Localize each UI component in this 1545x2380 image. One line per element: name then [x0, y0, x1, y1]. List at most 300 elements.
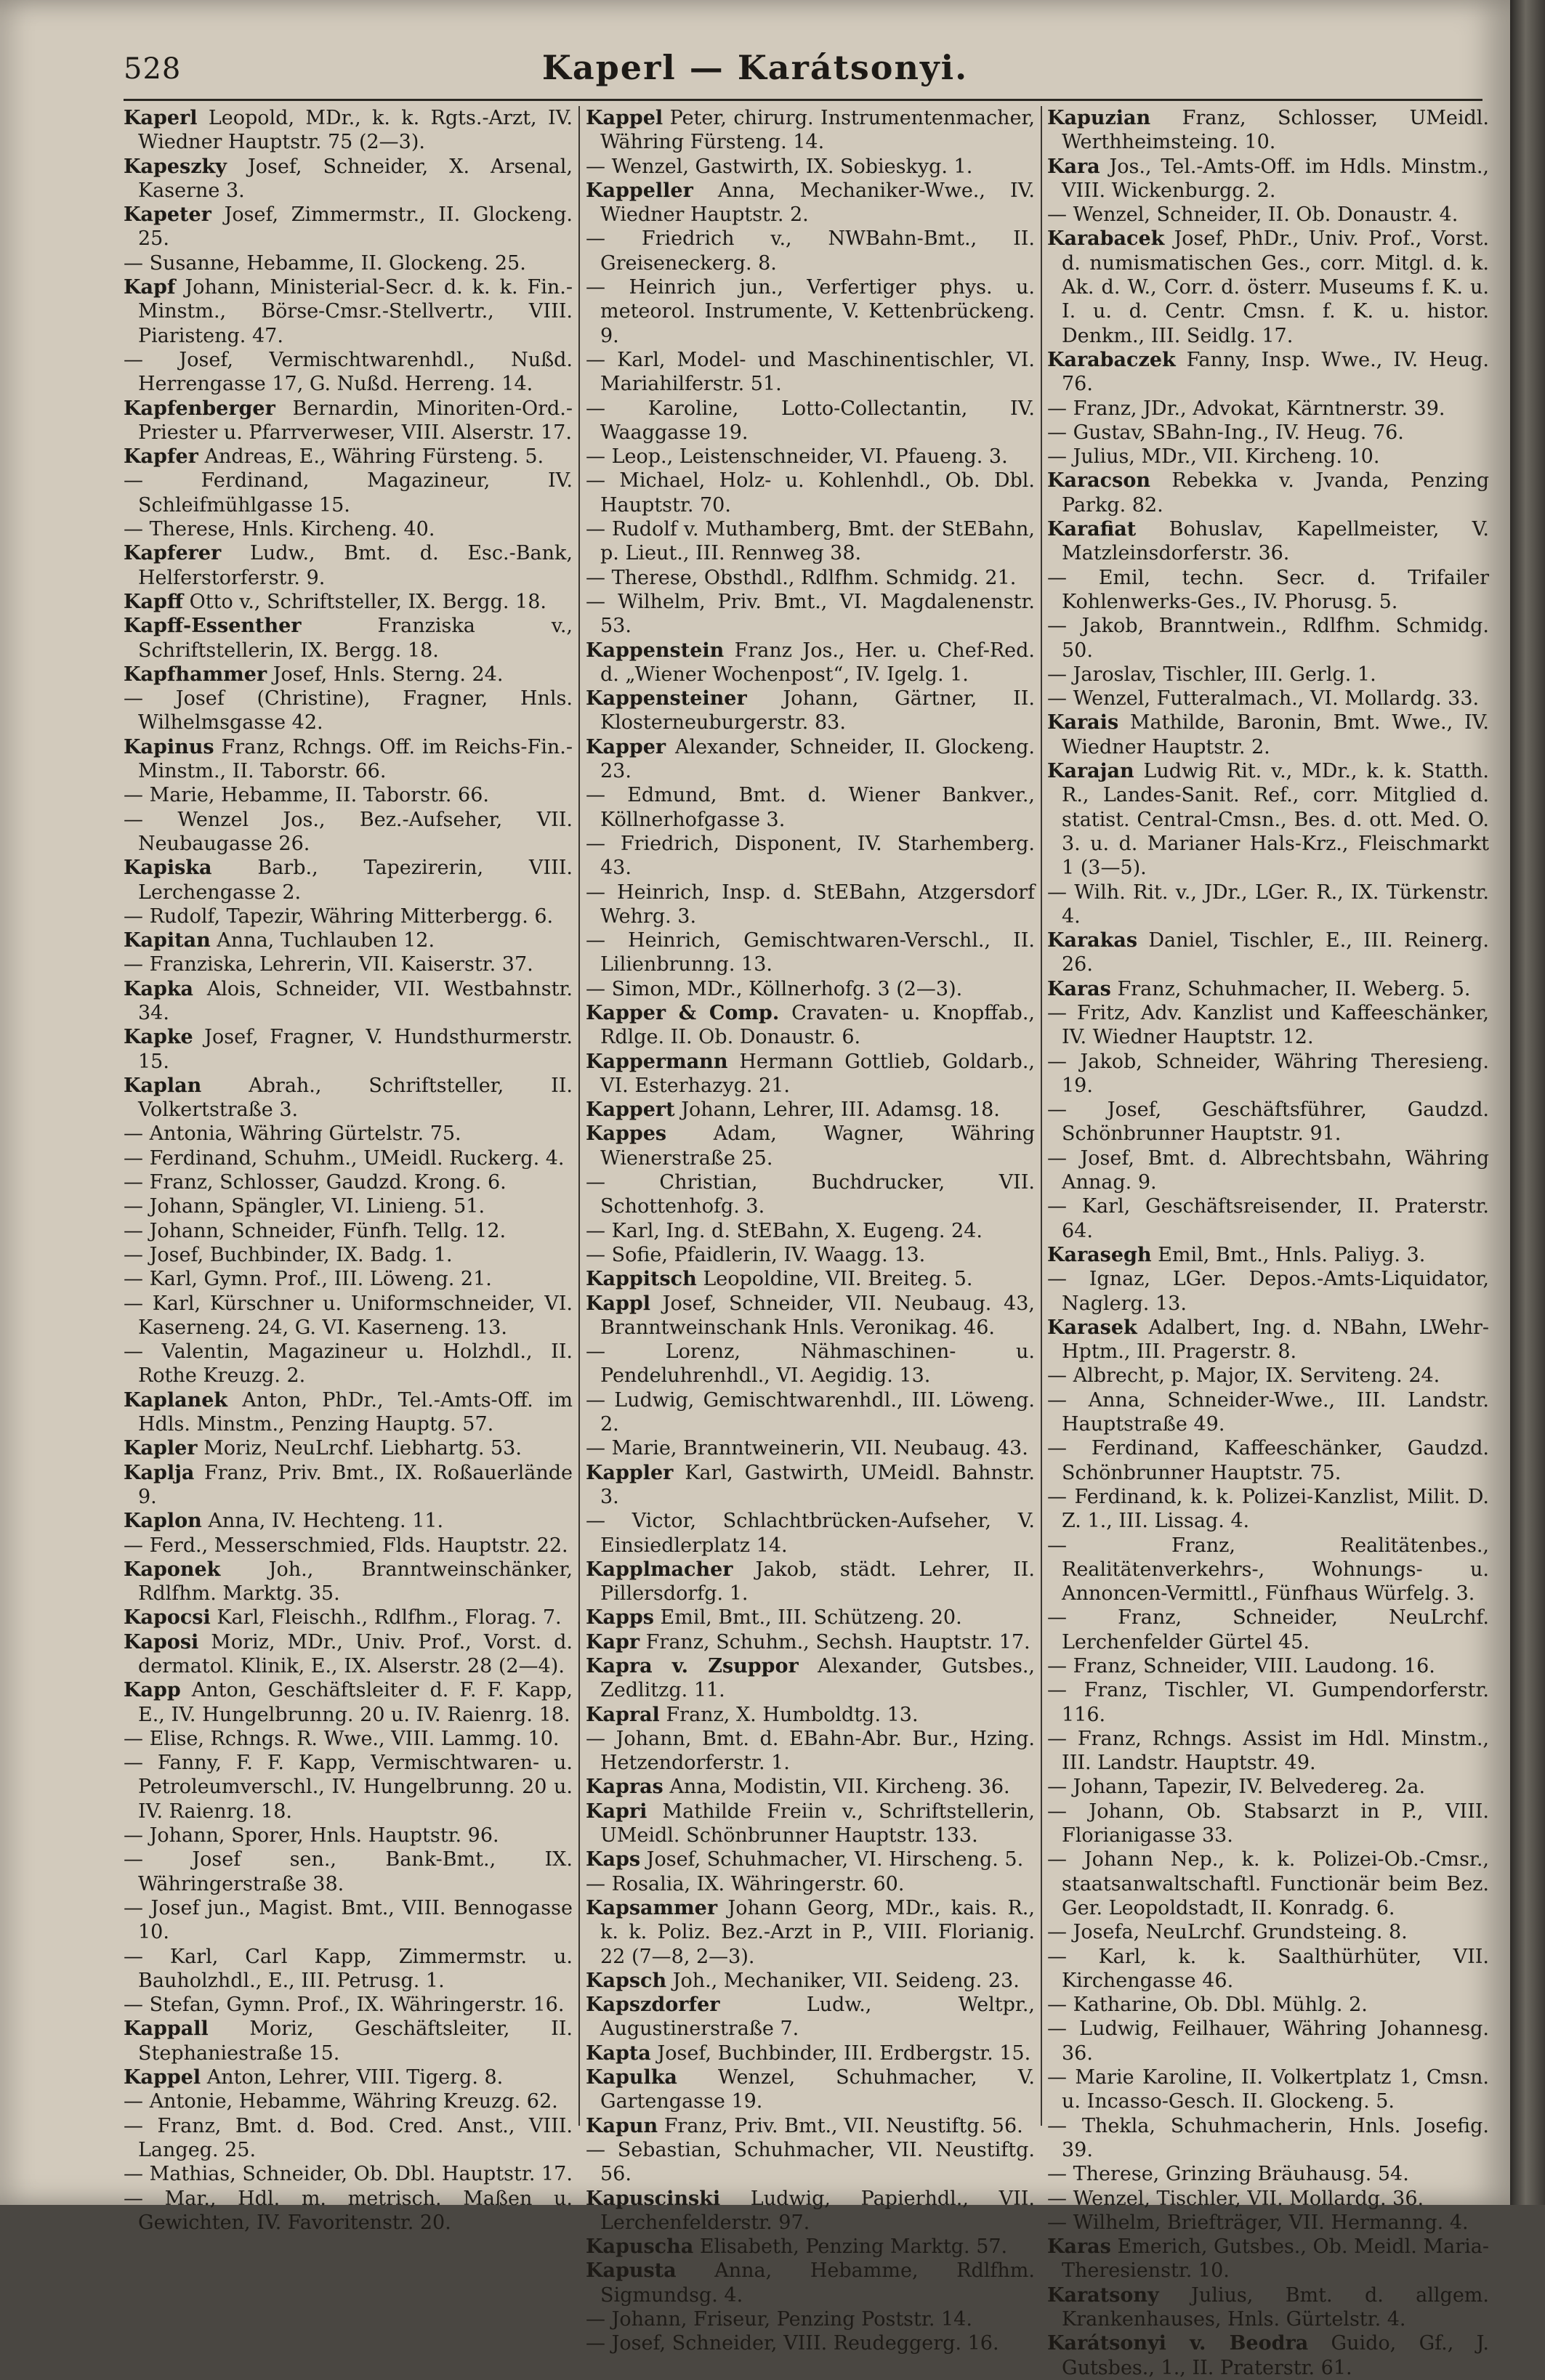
entry-details: — Wilhelm, Briefträger, VII. Hermanng. 4. [1047, 2211, 1469, 2234]
entry-details: Otto v., Schriftsteller, IX. Bergg. 18. [189, 590, 546, 613]
entry-surname: Kara [1047, 155, 1100, 178]
entry-details: Anna, IV. Hechteng. 11. [208, 1510, 444, 1533]
entry-details: — Josefa, NeuLrchf. Grundsteing. 8. [1047, 1921, 1408, 1944]
entry-details: — Emil, techn. Secr. d. Trifailer Kohlenwerks-Ges., IV. Phorusg. 5. [1047, 566, 1489, 613]
directory-entry [1047, 2162, 1489, 2186]
entry-surname: Karais [1047, 711, 1119, 734]
entry-details: Franz, Priv. Bmt., VII. Neustiftg. 56. [663, 2114, 1023, 2137]
entry-details: Johann, Ministerial-Secr. d. k. k. Fin.-Minstm., Börse-Cmsr.-Stellvertr., VIII. Piaristeng. 47. [138, 276, 573, 347]
directory-entry [1047, 227, 1489, 347]
entry-surname: Kappeller [586, 179, 693, 202]
directory-entry [586, 106, 1035, 155]
entry-details: Alois, Schneider, VII. Westbahnstr. 34. [138, 977, 573, 1024]
directory-entry [124, 1993, 573, 2017]
entry-surname: Kaplon [124, 1510, 202, 1533]
entry-surname: Karajan [1047, 760, 1134, 783]
entry-details: — Franz, Schlosser, Gaudzd. Krong. 6. [124, 1171, 507, 1194]
entry-details: — Karl, Carl Kapp, Zimmermstr. u. Bauholzhdl., E., III. Petrusg. 1. [124, 1945, 573, 1992]
entry-details: — Ludwig, Gemischtwarenhdl., III. Löweng. 2. [586, 1388, 1035, 1436]
directory-entry [1047, 2017, 1489, 2065]
directory-entry [1047, 1606, 1489, 1654]
directory-entry [1047, 1775, 1489, 1799]
entry-surname: Kapp [124, 1679, 181, 1702]
directory-entry [124, 928, 573, 952]
entry-details: — Franz, Realitätenbes., Realitätenverkehrs-, Wohnungs- u. Annoncen-Vermittl., Fünfhaus Würfelg. 3. [1047, 1534, 1489, 1606]
entry-surname: Kappenstein [586, 639, 725, 662]
directory-entry [1047, 2211, 1489, 2235]
entry-surname: Karátsonyi v. Beodra [1047, 2332, 1309, 2355]
entry-details: Peter, chirurg. Instrumentenmacher, Währing Fürsteng. 14. [600, 107, 1035, 154]
directory-entry [124, 1340, 573, 1388]
entry-surname: Kapocsi [124, 1606, 211, 1630]
entry-details: — Josef (Christine), Fragner, Hnls. Wilhelmsgasse 42. [124, 687, 573, 734]
entry-details: — Franz, Rchngs. Assist im Hdl. Minstm., III. Landstr. Hauptstr. 49. [1047, 1727, 1489, 1775]
directory-entry [1047, 977, 1489, 1001]
entry-surname: Karasegh [1047, 1243, 1152, 1266]
directory-entry [586, 1122, 1035, 1170]
directory-entry [586, 2187, 1035, 2235]
entry-details: Johann, Lehrer, III. Adamsg. 18. [681, 1098, 1000, 1122]
directory-entry [586, 2331, 1035, 2355]
entry-surname: Kaperl [124, 107, 198, 129]
entry-details: — Rudolf v. Muthamberg, Bmt. der StEBahn, p. Lieut., III. Rennweg 38. [586, 518, 1035, 565]
directory-entry [124, 856, 573, 904]
directory-entry [124, 1436, 573, 1460]
entry-surname: Karabaczek [1047, 348, 1176, 371]
entry-details: Emerich, Gutsbes., Ob. Meidl. Maria-Theresienstr. 10. [1062, 2235, 1489, 2283]
directory-entry [124, 275, 573, 348]
directory-entry [586, 1340, 1035, 1388]
entry-details: Leopold, MDr., k. k. Rgts.-Arzt, IV. Wiedner Hauptstr. 75 (2—3). [138, 107, 573, 154]
entry-details: — Ferdinand, Magazineur, IV. Schleifmühlgasse 15. [124, 469, 573, 517]
directory-entry [586, 2307, 1035, 2331]
entry-details: Ludw., Bmt. d. Esc.-Bank, Helferstorferstr. 9. [138, 542, 573, 589]
directory-entry [586, 1993, 1035, 2041]
directory-entry [124, 2065, 573, 2089]
directory-entry [586, 275, 1035, 348]
book-edge [1510, 0, 1545, 2205]
directory-entry [124, 1896, 573, 1945]
directory-entry [124, 106, 573, 155]
directory-entry [586, 1267, 1035, 1291]
directory-entry [124, 517, 573, 541]
entry-surname: Kapinus [124, 735, 214, 758]
entry-surname: Kapeter [124, 203, 211, 227]
entry-details: — Simon, MDr., Köllnerhofg. 3 (2—3). [586, 977, 963, 1000]
directory-entry [1047, 1920, 1489, 1944]
entry-details: — Johann, Ob. Stabsarzt in P., VIII. Florianigasse 33. [1047, 1800, 1489, 1847]
directory-entry [1047, 1485, 1489, 1534]
entry-details: Franz, Schuhmacher, II. Weberg. 5. [1117, 977, 1471, 1000]
entry-surname: Kapfenberger [124, 397, 275, 420]
directory-entry [124, 1824, 573, 1847]
directory-entry [586, 1969, 1035, 1993]
directory-entry [1047, 155, 1489, 203]
directory-entry [586, 566, 1035, 590]
entry-details: — Josef jun., Magist. Bmt., VIII. Bennogasse 10. [124, 1896, 573, 1944]
entry-details: Josef, Schneider, VII. Neubaug. 43, Branntweinschank Hnls. Veronikag. 46. [600, 1292, 1035, 1339]
entry-details: Elisabeth, Penzing Marktg. 57. [699, 2235, 1008, 2259]
directory-entry [124, 1194, 573, 1218]
directory-entry [1047, 445, 1489, 469]
entry-details: Franz, Priv. Bmt., IX. Roßauerlände 9. [138, 1461, 573, 1508]
entry-details: — Edmund, Bmt. d. Wiener Bankver., Köllnerhofgasse 3. [586, 784, 1035, 831]
entry-details: — Therese, Obsthdl., Rdlfhm. Schmidg. 21. [586, 566, 1017, 589]
column-2 [586, 106, 1035, 2355]
directory-entry [1047, 1194, 1489, 1243]
directory-entry [124, 663, 573, 687]
directory-entry [1047, 1267, 1489, 1316]
entry-surname: Karacson [1047, 469, 1150, 493]
directory-entry [1047, 1001, 1489, 1050]
directory-entry [1047, 1098, 1489, 1146]
directory-entry [124, 1170, 573, 1194]
directory-entry [1047, 711, 1489, 759]
entry-details: Josef, Zimmermstr., II. Glockeng. 25. [138, 203, 573, 251]
entry-details: — Friedrich, Disponent, IV. Starhemberg. 43. [586, 832, 1035, 880]
entry-details: Wenzel, Schuhmacher, V. Gartengasse 19. [600, 2066, 1035, 2113]
entry-details: — Johann, Bmt. d. EBahn-Abr. Bur., Hzing. Hetzendorferstr. 1. [586, 1727, 1035, 1775]
entry-surname: Kappall [124, 2017, 209, 2041]
entry-details: — Ferd., Messerschmied, Flds. Hauptstr. 22. [124, 1534, 568, 1557]
entry-details: Anton, Geschäftsleiter d. F. F. Kapp, E., IV. Hungelbrunng. 20 u. IV. Raienrg. 18. [138, 1679, 573, 1726]
directory-entry [586, 179, 1035, 227]
entry-details: Rebekka v. Jvanda, Penzing Parkg. 82. [1062, 469, 1489, 517]
directory-entry [1047, 1654, 1489, 1678]
entry-details: Anton, PhDr., Tel.-Amts-Off. im Hdls. Minstm., Penzing Hauptg. 57. [138, 1388, 573, 1436]
directory-entry [586, 1436, 1035, 1460]
entry-details: Joh., Mechaniker, VII. Seideng. 23. [672, 1969, 1020, 1992]
directory-entry [586, 639, 1035, 687]
directory-entry [124, 1945, 573, 1994]
entry-details: — Friedrich v., NWBahn-Bmt., II. Greiseneckerg. 8. [586, 227, 1035, 275]
entry-surname: Kapff [124, 590, 184, 613]
entry-surname: Kapka [124, 977, 194, 1000]
directory-entry [586, 2235, 1035, 2259]
column-1 [124, 106, 573, 2234]
directory-entry [124, 808, 573, 857]
directory-entry [586, 1606, 1035, 1630]
entry-details: Jos., Tel.-Amts-Off. im Hdls. Minstm., VIII. Wickenburgg. 2. [1062, 155, 1489, 202]
entry-details: — Josef, Vermischtwarenhdl., Nußd. Herrengasse 17, G. Nußd. Herreng. 14. [124, 348, 573, 396]
entry-surname: Karatsony [1047, 2283, 1159, 2307]
entry-details: Abrah., Schriftsteller, II. Volkertstraße 3. [138, 1074, 573, 1122]
entry-details: Bernardin, Minoriten-Ord.-Priester u. Pfarrverweser, VIII. Alserstr. 17. [138, 397, 573, 444]
directory-entry [1047, 2187, 1489, 2211]
directory-entry [586, 445, 1035, 469]
entry-surname: Kapra v. Zsuppor [586, 1655, 799, 1677]
directory-entry [124, 397, 573, 445]
directory-entry [124, 1678, 573, 1727]
directory-entry [1047, 1050, 1489, 1098]
entry-surname: Kapras [586, 1776, 663, 1799]
entry-details: Ludwig Rit. v., MDr., k. k. Statth. R., Landes-Sanit. Ref., corr. Mitglied d. statist. Central-Cmsn., Bes. d. ott. Med. O. 3. u. d. Marianer Hals-Krz., Fleischmarkt 1 (3—5). [1062, 760, 1489, 880]
entry-surname: Kapulka [586, 2066, 677, 2089]
entry-details: — Johann, Spängler, VI. Linieng. 51. [124, 1195, 485, 1218]
entry-details: Franz, Schlosser, UMeidl. Werthheimsteing. 10. [1062, 107, 1489, 154]
directory-entry [586, 1219, 1035, 1243]
entry-details: Julius, Bmt. d. allgem. Krankenhauses, Hnls. Gürtelstr. 4. [1062, 2283, 1489, 2331]
entry-details: — Therese, Grinzing Bräuhausg. 54. [1047, 2163, 1409, 2186]
entry-details: — Heinrich jun., Verfertiger phys. u. meteorol. Instrumente, V. Kettenbrückeng. 9. [586, 276, 1035, 347]
entry-surname: Kapusta [586, 2259, 677, 2283]
directory-entry [1047, 1364, 1489, 1388]
directory-entry [124, 1509, 573, 1533]
entry-details: — Therese, Hnls. Kircheng. 40. [124, 518, 435, 541]
entry-details: — Johann, Tapezir, IV. Belvedereg. 2a. [1047, 1776, 1426, 1799]
entry-details: — Josef, Buchbinder, IX. Badg. 1. [124, 1243, 453, 1266]
directory-entry [1047, 1436, 1489, 1485]
entry-surname: Kapps [586, 1606, 654, 1630]
entry-details: Fanny, Insp. Wwe., IV. Heug. 76. [1062, 348, 1489, 396]
directory-entry [586, 590, 1035, 639]
entry-details: — Ferdinand, Kaffeeschänker, Gaudzd. Schönbrunner Hauptstr. 75. [1047, 1437, 1489, 1484]
entry-details: Mathilde, Baronin, Bmt. Wwe., IV. Wiedner Hauptstr. 2. [1062, 711, 1489, 758]
directory-entry [1047, 1534, 1489, 1606]
entry-surname: Kappes [586, 1122, 667, 1146]
entry-details: — Ludwig, Feilhauer, Währing Johannesg. 36. [1047, 2017, 1489, 2065]
header-rule [124, 99, 1483, 101]
entry-details: — Karl, k. k. Saalthürhüter, VII. Kirchengasse 46. [1047, 1945, 1489, 1992]
directory-entry [1047, 1146, 1489, 1195]
directory-entry [124, 541, 573, 590]
entry-details: — Josef, Schneider, VIII. Reudeggerg. 16. [586, 2332, 999, 2355]
entry-details: Franziska v., Schriftstellerin, IX. Bergg. 18. [138, 615, 573, 662]
entry-surname: Kaplanek [124, 1388, 228, 1412]
directory-entry [586, 832, 1035, 881]
directory-entry [1047, 1388, 1489, 1437]
directory-entry [124, 1074, 573, 1122]
entry-details: Josef, Hnls. Sterng. 24. [273, 663, 504, 686]
entry-surname: Kappert [586, 1098, 675, 1122]
directory-entry [124, 1630, 573, 1679]
entry-details: — Ferdinand, Schuhm., UMeidl. Ruckerg. 4. [124, 1146, 565, 1170]
entry-surname: Kapuscha [586, 2235, 694, 2259]
entry-surname: Kaponek [124, 1558, 221, 1581]
entry-details: — Wenzel, Futteralmach., VI. Mollardg. 33. [1047, 687, 1480, 711]
entry-details: Franz, Rchngs. Off. im Reichs-Fin.-Minstm., II. Taborstr. 66. [138, 735, 573, 783]
entry-details: Guido, Gf., J. Gutsbes., 1., II. Praterstr. 61. [1062, 2332, 1489, 2379]
entry-details: Adalbert, Ing. d. NBahn, LWehr-Hptm., III. Pragerstr. 8. [1062, 1316, 1489, 1364]
entry-details: — Victor, Schlachtbrücken-Aufseher, V. Einsiedlerplatz 14. [586, 1510, 1035, 1557]
directory-entry [124, 1751, 573, 1824]
entry-surname: Kapferer [124, 542, 222, 565]
entry-surname: Kapta [586, 2041, 651, 2065]
directory-entry [586, 1558, 1035, 1606]
entry-details: Andreas, E., Währing Fürsteng. 5. [204, 445, 544, 469]
entry-details: Moriz, Geschäftsleiter, II. Stephaniestraße 15. [138, 2017, 573, 2065]
directory-entry [124, 977, 573, 1026]
entry-details: Johann, Gärtner, II. Klosterneuburgerstr. 83. [600, 687, 1035, 734]
directory-entry [586, 1461, 1035, 1510]
entry-surname: Karas [1047, 977, 1111, 1000]
entry-surname: Kapke [124, 1026, 193, 1049]
entry-details: — Sofie, Pfaidlerin, IV. Waagg. 13. [586, 1243, 926, 1266]
entry-details: — Lorenz, Nähmaschinen- u. Pendeluhrenhdl., VI. Aegidig. 13. [586, 1340, 1035, 1388]
directory-entry [586, 1800, 1035, 1848]
entry-details: Ludwig, Papierhdl., VII. Lerchenfelderstr. 97. [600, 2187, 1035, 2234]
entry-surname: Kappermann [586, 1050, 728, 1073]
directory-entry [124, 1025, 573, 1074]
directory-entry [124, 1606, 573, 1630]
entry-details: Barb., Tapezirerin, VIII. Lerchengasse 2. [138, 857, 573, 904]
entry-surname: Kapfhammer [124, 663, 267, 686]
entry-surname: Kaposi [124, 1630, 199, 1654]
entry-details: — Karl, Gymn. Prof., III. Löweng. 21. [124, 1268, 492, 1291]
directory-entry [1047, 421, 1489, 445]
directory-entry [1047, 759, 1489, 880]
entry-surname: Karasek [1047, 1316, 1137, 1339]
directory-entry [124, 2017, 573, 2065]
entry-details: — Mathias, Schneider, Ob. Dbl. Hauptstr. 17. [124, 2163, 573, 2186]
entry-details: — Fanny, F. F. Kapp, Vermischtwaren- u. Petroleumverschl., IV. Hungelbrunng. 20 u. IV. Raienrg. 18. [124, 1752, 573, 1823]
entry-details: — Heinrich, Gemischtwaren-Verschl., II. Lilienbrunng. 13. [586, 929, 1035, 976]
entry-surname: Karas [1047, 2235, 1111, 2259]
directory-entry [586, 1098, 1035, 1122]
entry-details: — Katharine, Ob. Dbl. Mühlg. 2. [1047, 1994, 1368, 2017]
directory-entry [586, 1243, 1035, 1267]
entry-details: Josef, Buchbinder, III. Erdbergstr. 15. [657, 2041, 1031, 2065]
entry-surname: Kapral [586, 1703, 660, 1726]
directory-entry [586, 1001, 1035, 1050]
entry-details: — Rudolf, Tapezir, Währing Mitterbergg. 6. [124, 904, 554, 928]
directory-entry [1047, 2065, 1489, 2114]
directory-entry [1047, 1243, 1489, 1267]
directory-entry [1047, 203, 1489, 227]
column-divider [1041, 106, 1042, 2126]
entry-details: — Karl, Model- und Maschinentischler, VI. Mariahilferstr. 51. [586, 348, 1035, 396]
entry-details: — Franz, Bmt. d. Bod. Cred. Anst., VIII. Langeg. 25. [124, 2114, 573, 2161]
directory-entry [124, 2114, 573, 2163]
entry-surname: Karabacek [1047, 227, 1165, 251]
entry-details: — Johann, Sporer, Hnls. Hauptstr. 96. [124, 1824, 499, 1847]
directory-entry [586, 1170, 1035, 1219]
entry-details: Moriz, NeuLrchf. Liebhartg. 53. [203, 1437, 522, 1460]
directory-entry [124, 1146, 573, 1170]
entry-details: — Christian, Buchdrucker, VII. Schottenhofg. 3. [586, 1171, 1035, 1218]
entry-details: Josef, Fragner, V. Hundsthurmerstr. 15. [138, 1026, 573, 1073]
directory-entry [586, 397, 1035, 445]
entry-details: Alexander, Gutsbes., Zedlitzg. 11. [600, 1655, 1035, 1702]
entry-details: — Josef sen., Bank-Bmt., IX. Währingerstraße 38. [124, 1848, 573, 1895]
directory-entry [124, 1847, 573, 1896]
entry-details: — Karl, Geschäftsreisender, II. Praterstr. 64. [1047, 1195, 1489, 1242]
entry-details: Franz Jos., Her. u. Chef-Red. d. „Wiener Wochenpost“, IV. Igelg. 1. [600, 639, 1035, 686]
entry-details: Anna, Hebamme, Rdlfhm. Sigmundsg. 4. [600, 2259, 1035, 2307]
directory-entry [586, 1896, 1035, 1969]
directory-entry [124, 783, 573, 807]
entry-surname: Kapr [586, 1630, 640, 1654]
entry-details: — Johann, Friseur, Penzing Poststr. 14. [586, 2308, 972, 2331]
directory-entry [1047, 106, 1489, 155]
directory-entry [124, 2187, 573, 2235]
directory-entry [586, 1654, 1035, 1703]
entry-details: Emil, Bmt., Hnls. Paliyg. 3. [1158, 1243, 1426, 1266]
entry-details: Anna, Modistin, VII. Kircheng. 36. [669, 1776, 1010, 1799]
column-divider [578, 106, 580, 2126]
entry-details: — Heinrich, Insp. d. StEBahn, Atzgersdorf Wehrg. 3. [586, 881, 1035, 928]
entry-details: Hermann Gottlieb, Goldarb., VI. Esterhazyg. 21. [600, 1050, 1035, 1097]
entry-surname: Kapsammer [586, 1896, 718, 1919]
entry-surname: Kapf [124, 276, 176, 299]
directory-entry [124, 2089, 573, 2113]
entry-surname: Kapri [586, 1800, 648, 1823]
directory-entry [1047, 1678, 1489, 1727]
entry-details: — Wenzel, Schneider, II. Ob. Donaustr. 4. [1047, 203, 1459, 227]
entry-surname: Kapeszky [124, 155, 227, 178]
directory-entry [586, 735, 1035, 784]
entry-details: — Franz, Schneider, NeuLrchf. Lerchenfelder Gürtel 45. [1047, 1606, 1489, 1654]
entry-details: Josef, Schneider, X. Arsenal, Kaserne 3. [138, 155, 573, 202]
directory-entry [1047, 1847, 1489, 1920]
directory-entry [586, 1775, 1035, 1799]
page-number: 528 [124, 52, 182, 86]
entry-surname: Kaplan [124, 1074, 202, 1097]
directory-entry [586, 1388, 1035, 1437]
directory-entry [124, 445, 573, 469]
directory-entry [124, 1727, 573, 1751]
entry-details: — Karl, Kürschner u. Uniformschneider, VI. Kaserneng. 24, G. VI. Kaserneng. 13. [124, 1292, 573, 1339]
entry-details: Leopoldine, VII. Breiteg. 5. [703, 1268, 973, 1291]
entry-surname: Karakas [1047, 929, 1138, 952]
entry-surname: Kapper [586, 735, 666, 758]
entry-details: Anton, Lehrer, VIII. Tigerg. 8. [206, 2066, 504, 2089]
entry-details: — Josef, Geschäftsführer, Gaudzd. Schönbrunner Hauptstr. 91. [1047, 1098, 1489, 1146]
directory-entry [586, 881, 1035, 929]
entry-details: Mathilde Freiin v., Schriftstellerin, UMeidl. Schönbrunner Hauptstr. 133. [600, 1800, 1035, 1847]
directory-entry [1047, 1945, 1489, 1994]
directory-entry [586, 469, 1035, 517]
entry-surname: Kapler [124, 1437, 198, 1460]
directory-entry [586, 1727, 1035, 1776]
entry-surname: Kappler [586, 1461, 674, 1484]
entry-details: — Mar., Hdl. m. metrisch. Maßen u. Gewichten, IV. Favoritenstr. 20. [124, 2187, 573, 2234]
entry-details: — Franziska, Lehrerin, VII. Kaiserstr. 37. [124, 953, 533, 976]
entry-details: Alexander, Schneider, II. Glockeng. 23. [600, 735, 1035, 783]
directory-entry [586, 1050, 1035, 1098]
directory-entry [124, 687, 573, 735]
entry-details: Franz, X. Humboldtg. 13. [666, 1703, 919, 1726]
entry-details: — Sebastian, Schuhmacher, VII. Neustiftg. 56. [586, 2138, 1035, 2186]
entry-details: — Karl, Ing. d. StEBahn, X. Eugeng. 24. [586, 1219, 983, 1242]
directory-entry [586, 977, 1035, 1001]
entry-details: — Franz, Tischler, VI. Gumpendorferstr. 116. [1047, 1679, 1489, 1726]
entry-details: Ludw., Weltpr., Augustinerstraße 7. [600, 1994, 1035, 2041]
entry-details: — Marie Karoline, II. Volkertplatz 1, Cmsn. u. Incasso-Gesch. II. Glockeng. 5. [1047, 2066, 1489, 2113]
directory-entry [124, 614, 573, 663]
directory-entry [586, 2138, 1035, 2187]
entry-details: — Ferdinand, k. k. Polizei-Kanzlist, Milit. D. Z. 1., III. Lissag. 4. [1047, 1485, 1489, 1533]
entry-details: — Wilh. Rit. v., JDr., LGer. R., IX. Türkenstr. 4. [1047, 881, 1489, 928]
entry-surname: Kappensteiner [586, 687, 747, 711]
entry-surname: Kaplja [124, 1461, 195, 1484]
directory-entry [586, 227, 1035, 275]
entry-details: — Jakob, Schneider, Währing Theresieng. 19. [1047, 1050, 1489, 1097]
entry-details: — Jaroslav, Tischler, III. Gerlg. 1. [1047, 663, 1376, 686]
entry-surname: Kappel [124, 2066, 201, 2089]
directory-entry [124, 1534, 573, 1558]
entry-surname: Kapsch [586, 1969, 667, 1992]
directory-entry [124, 1267, 573, 1291]
entry-details: — Julius, MDr., VII. Kircheng. 10. [1047, 445, 1380, 469]
entry-details: — Ignaz, LGer. Depos.-Amts-Liquidator, Naglerg. 13. [1047, 1268, 1489, 1315]
directory-entry [1047, 1993, 1489, 2017]
directory-entry [124, 1219, 573, 1243]
entry-details: — Josef, Bmt. d. Albrechtsbahn, Währing Annag. 9. [1047, 1146, 1489, 1194]
entry-details: — Johann Nep., k. k. Polizei-Ob.-Cmsr., staatsanwaltschaftl. Functionär beim Bez. Ger. Leopoldstadt, II. Konradg. 6. [1047, 1848, 1489, 1919]
directory-entry [586, 348, 1035, 397]
entry-details: — Franz, JDr., Advokat, Kärntnerstr. 39. [1047, 397, 1445, 420]
